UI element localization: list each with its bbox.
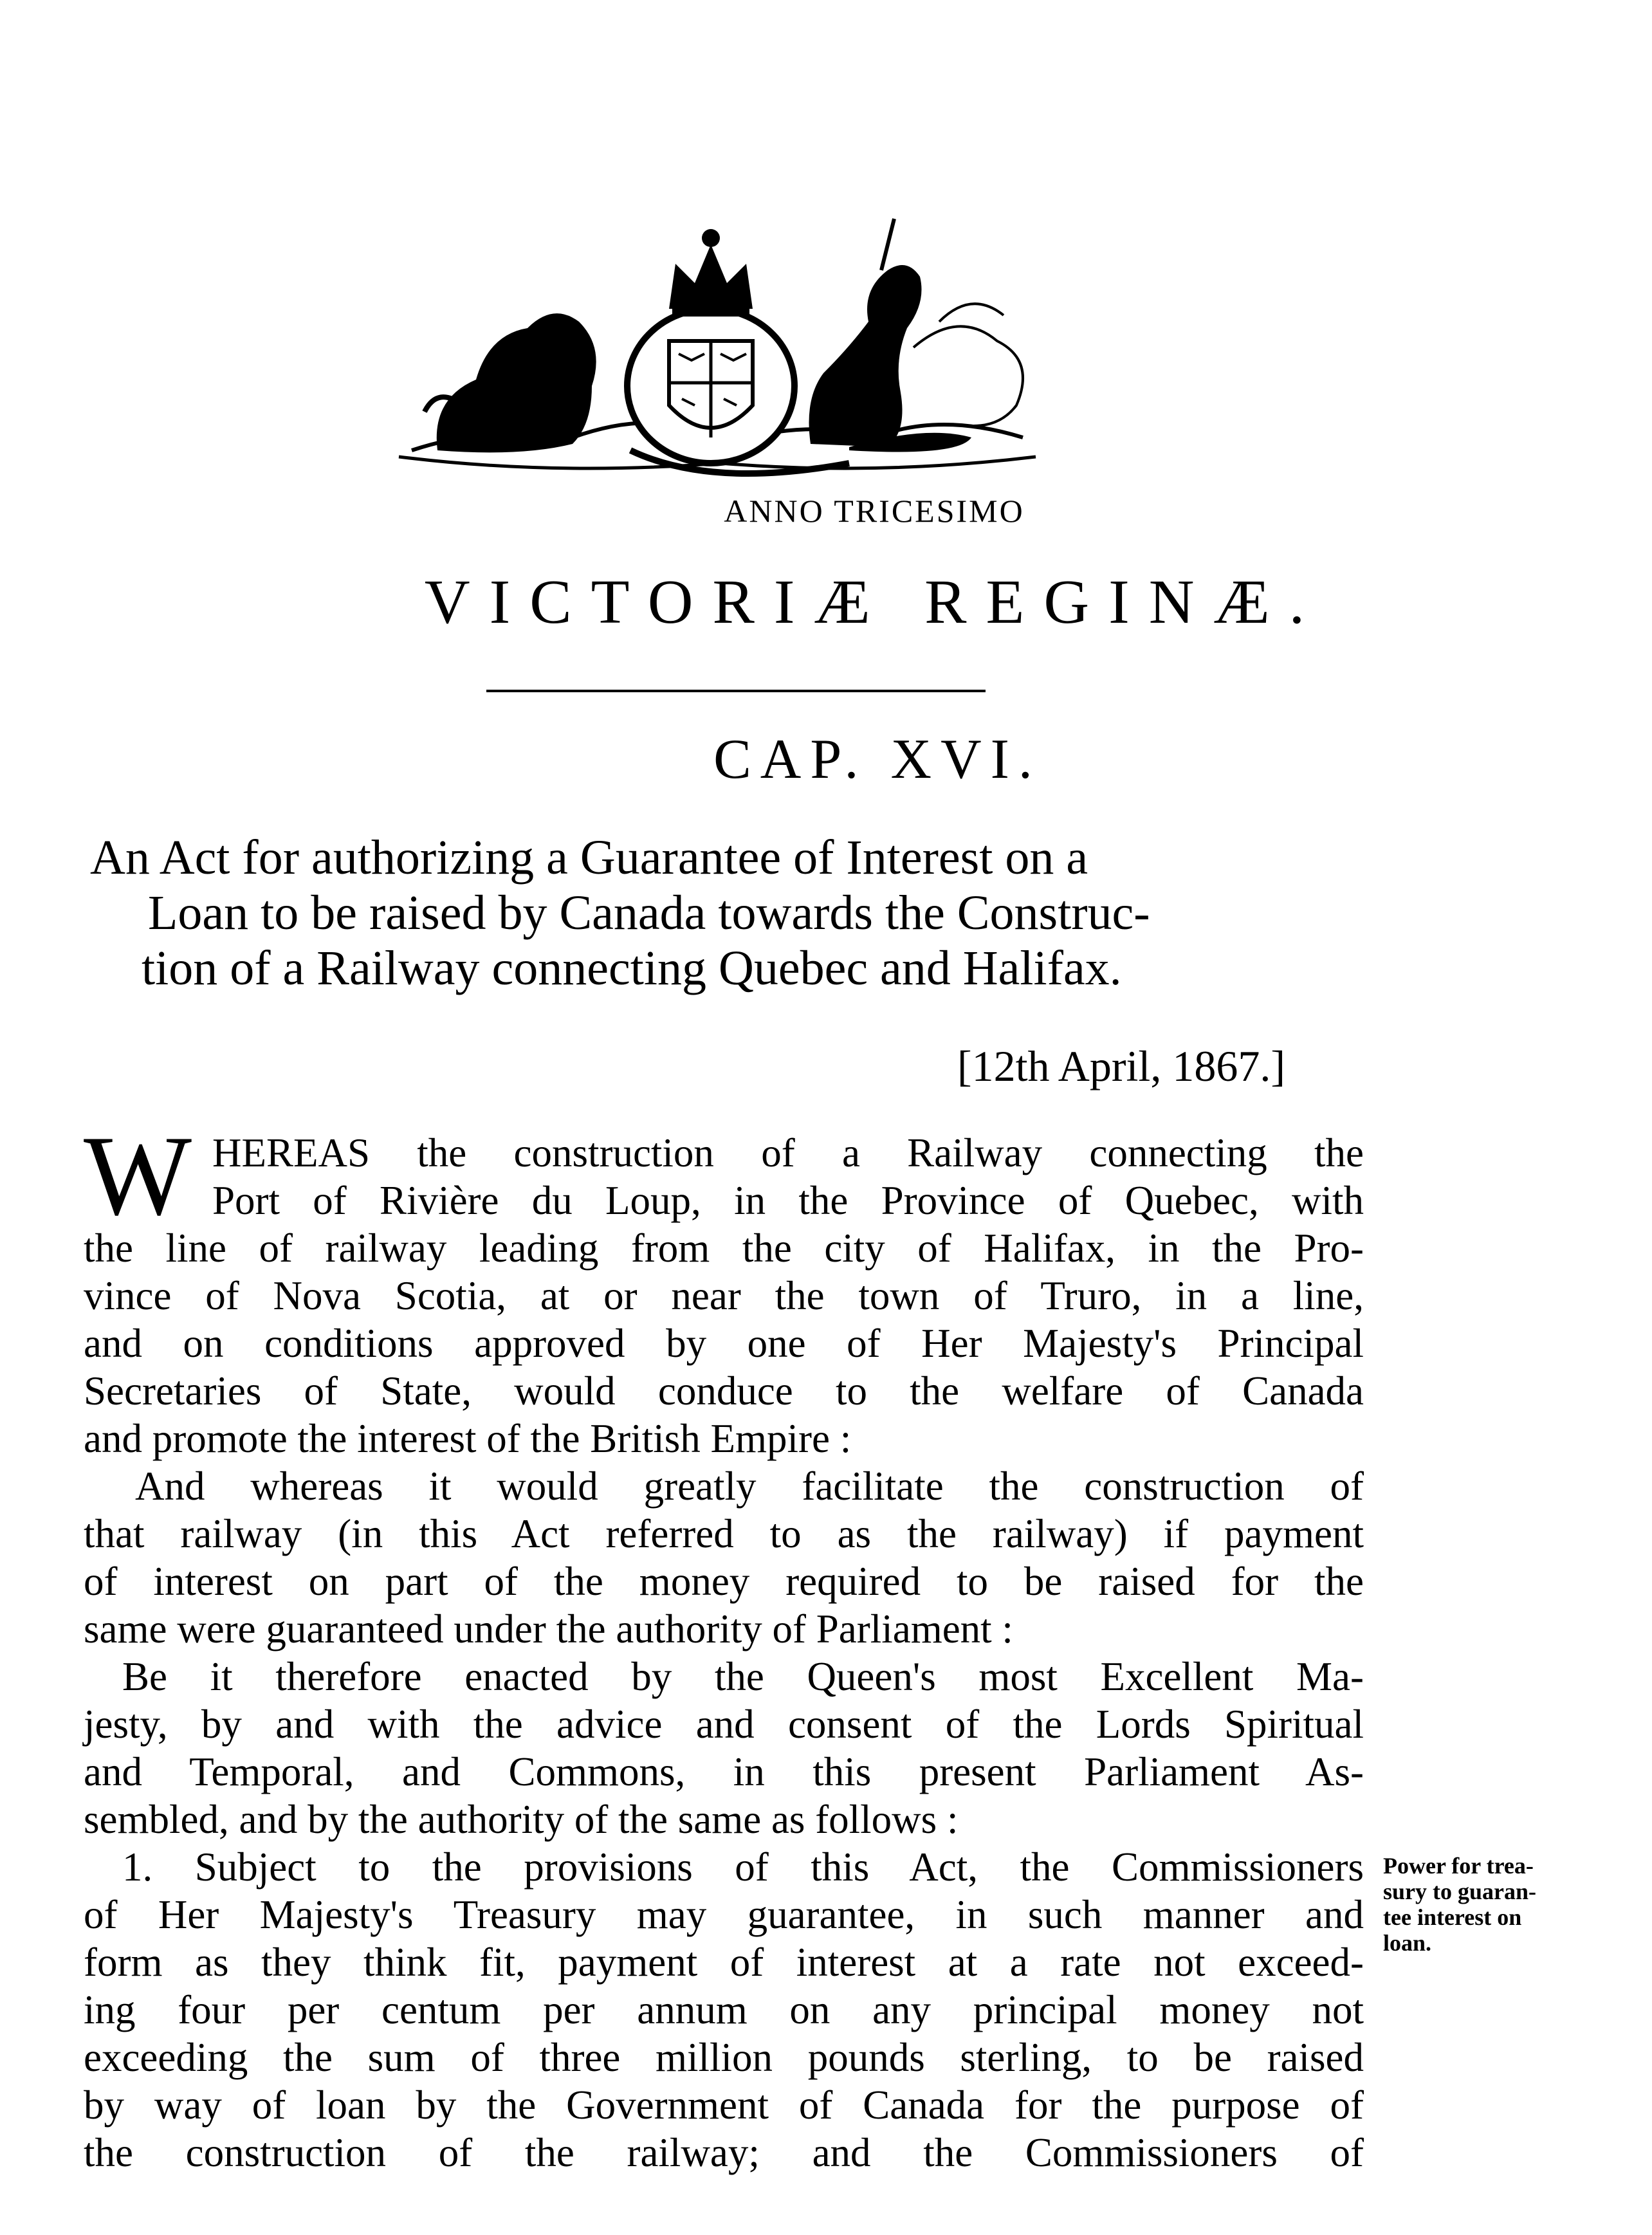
act-title-line: Loan to be raised by Canada towards the Construc- bbox=[148, 886, 1150, 940]
body-line: that railway (in this Act referred to as the railway) if payment bbox=[84, 1511, 1364, 1556]
act-body bbox=[84, 1112, 1364, 2176]
divider-rule bbox=[486, 690, 986, 692]
body-line: vince of Nova Scotia, at or near the town of Truro, in a line, bbox=[84, 1273, 1364, 1318]
margin-note-line: tee interest on bbox=[1383, 1904, 1522, 1930]
body-line: sembled, and by the authority of the same as follows : bbox=[84, 1797, 959, 1842]
anno-heading: ANNO TRICESIMO bbox=[724, 493, 1025, 529]
body-line: HEREAS the construction of a Railway connecting the bbox=[212, 1130, 1364, 1175]
act-title bbox=[90, 830, 1370, 996]
section-1-line: 1. Subject to the provisions of this Act, the Commissioners bbox=[122, 1844, 1364, 1890]
body-line: of Her Majesty's Treasury may guarantee, in such manner and bbox=[84, 1892, 1364, 1937]
royal-coat-of-arms-icon bbox=[360, 193, 1074, 495]
chapter-heading: CAP. XVI. bbox=[713, 728, 1042, 791]
act-title-line: An Act for authorizing a Guarantee of Interest on a bbox=[90, 831, 1088, 885]
margin-note-line: loan. bbox=[1383, 1930, 1432, 1956]
body-line: exceeding the sum of three million pounds sterling, to be raised bbox=[84, 2035, 1364, 2080]
body-line: and promote the interest of the British Empire : bbox=[84, 1416, 852, 1461]
enactment-date: [12th April, 1867.] bbox=[957, 1042, 1285, 1090]
body-line: Be it therefore enacted by the Queen's most Excellent Ma- bbox=[122, 1654, 1364, 1699]
body-line: the construction of the railway; and the Commissioners of bbox=[84, 2130, 1364, 2175]
act-title-line: tion of a Railway connecting Quebec and Halifax. bbox=[142, 941, 1122, 995]
body-line: Secretaries of State, would conduce to the welfare of Canada bbox=[84, 1368, 1364, 1413]
margin-note bbox=[1383, 1853, 1595, 1956]
body-line: and Temporal, and Commons, in this present Parliament As- bbox=[84, 1749, 1364, 1794]
body-line: of interest on part of the money required to be raised for the bbox=[84, 1559, 1364, 1604]
body-line: same were guaranteed under the authority of Parliament : bbox=[84, 1606, 1013, 1651]
margin-note-line: sury to guaran- bbox=[1383, 1879, 1537, 1904]
body-line: form as they think fit, payment of interest at a rate not exceed- bbox=[84, 1940, 1364, 1985]
body-line: the line of railway leading from the city of Halifax, in the Pro- bbox=[84, 1226, 1364, 1271]
body-line: Port of Rivière du Loup, in the Province of Quebec, with bbox=[212, 1178, 1364, 1223]
body-line: And whereas it would greatly facilitate the construction of bbox=[135, 1464, 1364, 1509]
margin-note-line: Power for trea- bbox=[1383, 1853, 1534, 1879]
body-line: by way of loan by the Government of Canada for the purpose of bbox=[84, 2083, 1364, 2128]
body-line: and on conditions approved by one of Her Majesty's Principal bbox=[84, 1321, 1364, 1366]
body-line: jesty, by and with the advice and consent of the Lords Spiritual bbox=[84, 1702, 1364, 1747]
drop-cap: W bbox=[84, 1112, 192, 1239]
regnal-heading: VICTORIÆ REGINÆ. bbox=[424, 567, 1325, 637]
body-line: ing four per centum per annum on any principal money not bbox=[84, 1987, 1364, 2032]
